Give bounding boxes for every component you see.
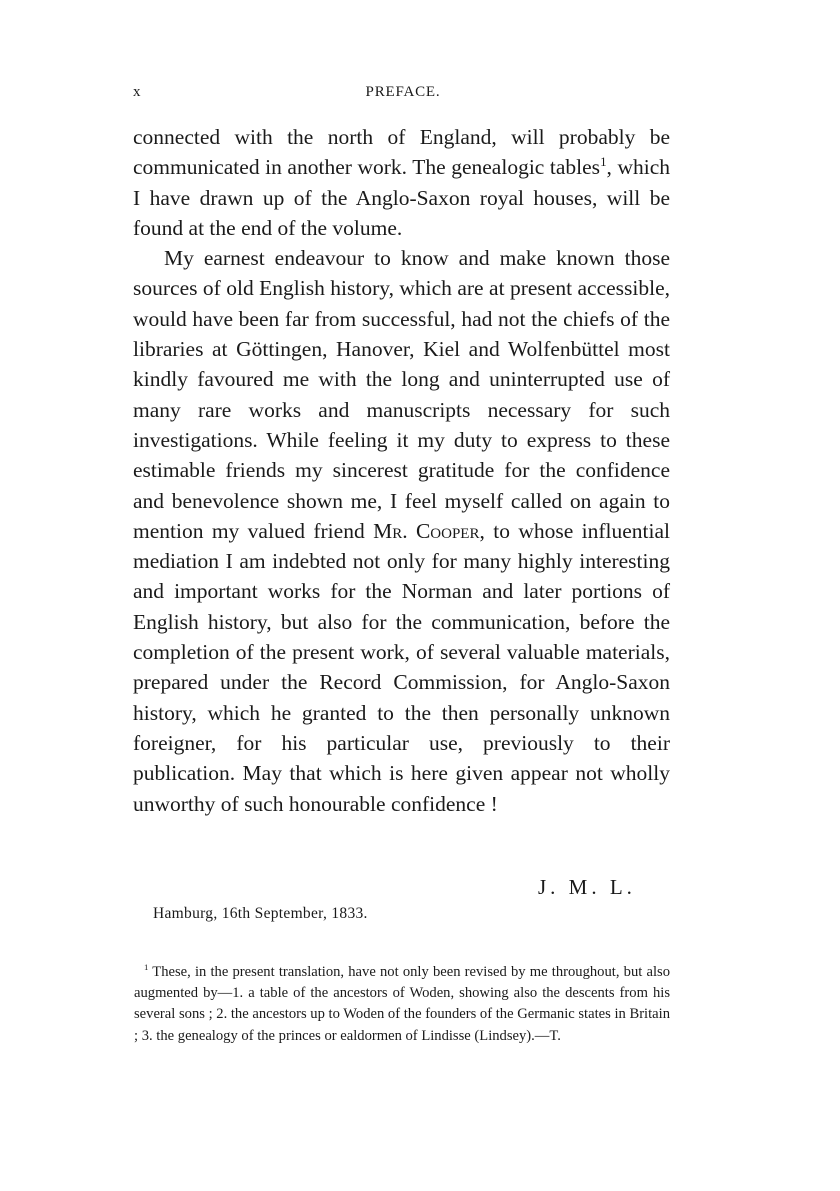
running-title: PREFACE.: [365, 84, 441, 100]
running-head: [133, 84, 673, 108]
dateline: Hamburg, 16th September, 1833.: [153, 905, 368, 922]
body-text: [133, 122, 670, 819]
paragraph-2-part2: , to whose influential mediation I am indebted not only for many highly interesting and important works for the Norman and later portions of English history, but also for the communication, before the completion of the present work, of several valuable materials, prepared under the Record Commission, for Anglo-Saxon history, which he granted to the then personally unknown foreigner, for his particular use, previously to their publication. May that which is here given appear not wholly unworthy of such honourable confidence !: [133, 518, 670, 816]
footnote: [134, 962, 670, 1047]
paragraph-2-part1: My earnest endeavour to know and make known those sources of old English history, which are at present accessible, would have been far from successful, had not the chiefs of the libraries at Göttingen, Hanover, Kiel and Wolfenbüttel most kindly favoured me with the long and uninterrupted use of many rare works and manuscripts necessary for such investigations. While feeling it my duty to express to these estimable friends my sincerest gratitude for the confidence and benevolence shown me, I feel myself called on again to mention my valued friend: [133, 246, 670, 543]
paragraph-acknowledgements: [133, 243, 670, 819]
person-name: Mr. Cooper: [373, 518, 480, 543]
paragraph-1-text: connected with the north of England, will probably be communicated in another work. The genealogic tables: [133, 125, 670, 180]
page-number: x: [133, 84, 141, 100]
footnote-reference: 1: [600, 155, 607, 170]
author-signature: J. M. L.: [538, 875, 636, 899]
paragraph-1-end: , which I have drawn up of the Anglo-Saxon royal houses, will be found at the end of the volume.: [133, 155, 671, 240]
footnote-marker: 1: [144, 962, 149, 973]
footnote-text: These, in the present translation, have not only been revised by me throughout, but also augmented by—1. a table of the ancestors of Woden, showing also the descents from his several sons ; 2. the ancestors up to Woden of the founders of the Germanic states in Britain ; 3. the genealogy of the princes or ealdormen of Lindisse (Lindsey).—T.: [134, 964, 670, 1044]
paragraph-continuation: [133, 122, 670, 243]
footnote-paragraph: [134, 962, 670, 1047]
